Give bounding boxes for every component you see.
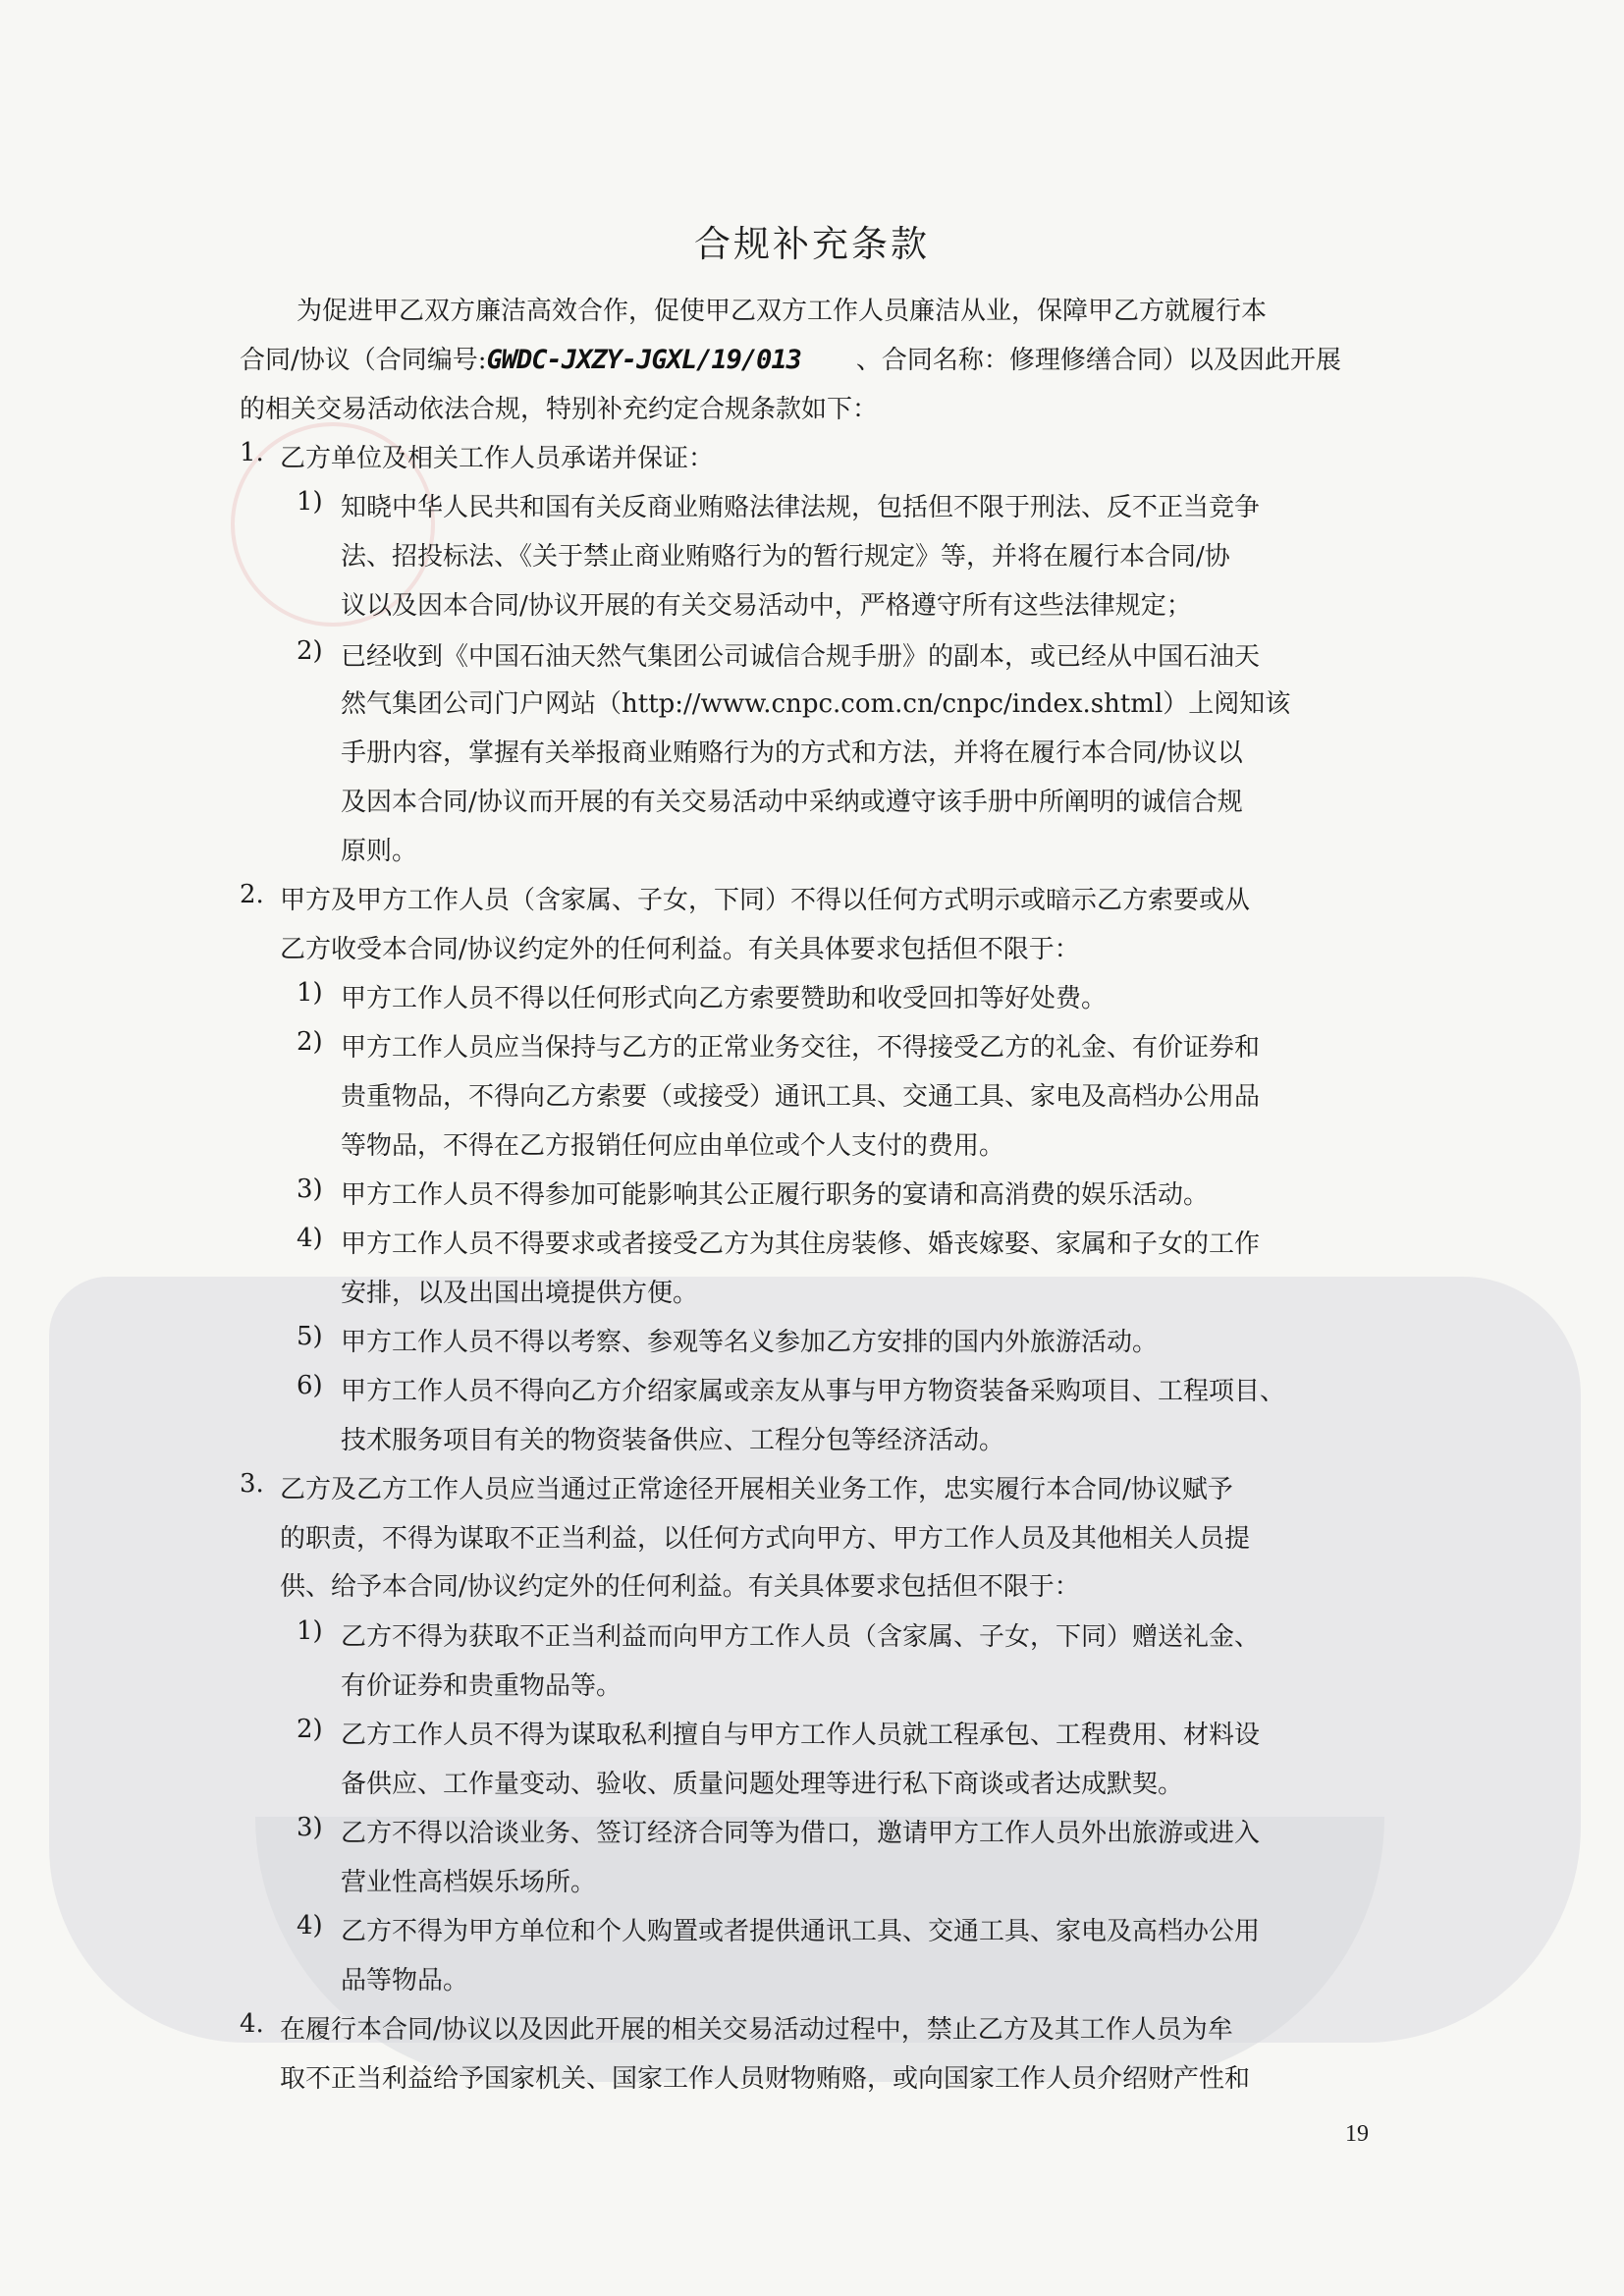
clause-3-item-4-line: 乙方不得为甲方单位和个人购置或者提供通讯工具、交通工具、家电及高档办公用 xyxy=(341,1917,1261,1946)
clause-1-number: 1. xyxy=(240,438,264,467)
intro-line-2-prefix: 合同/协议（合同编号: xyxy=(240,346,487,375)
clause-4-line: 在履行本合同/协议以及因此开展的相关交易活动过程中，禁止乙方及其工作人员为牟 xyxy=(280,2015,1233,2045)
clause-2-item-3-line: 甲方工作人员不得参加可能影响其公正履行职务的宴请和高消费的娱乐活动。 xyxy=(341,1180,1210,1210)
clause-3-item-1-line: 有价证券和贵重物品等。 xyxy=(341,1671,623,1701)
clause-1-item-2-line: 然气集团公司门户网站（http://www.cnpc.com.cn/cnpc/index.shtml）上阅知该 xyxy=(341,689,1291,719)
clause-4-line: 取不正当利益给予国家机关、国家工作人员财物贿赂，或向国家工作人员介绍财产性和 xyxy=(280,2063,1251,2094)
clause-3-item-3-line: 乙方不得以洽谈业务、签订经济合同等为借口，邀请甲方工作人员外出旅游或进入 xyxy=(341,1819,1261,1848)
clause-3-item-3-line: 营业性高档娱乐场所。 xyxy=(341,1868,597,1897)
clause-1-item-2-line: 及因本合同/协议而开展的有关交易活动中采纳或遵守该手册中所阐明的诚信合规 xyxy=(341,788,1243,817)
clause-2-item-2-number: 2) xyxy=(297,1027,323,1057)
clause-2-number: 2. xyxy=(240,880,264,909)
clause-1-item-2-line: 原则。 xyxy=(341,837,418,866)
intro-line-2-suffix: 、合同名称：修理修缮合同）以及因此开展 xyxy=(855,346,1341,375)
clause-1-item-1-line: 知晓中华人民共和国有关反商业贿赂法律法规，包括但不限于刑法、反不正当竞争 xyxy=(341,493,1261,522)
document-title: 合规补充条款 xyxy=(694,223,930,265)
intro-line-3: 的相关交易活动依法合规，特别补充约定合规条款如下： xyxy=(240,395,879,424)
clause-4-number: 4. xyxy=(240,2009,264,2039)
clause-2-item-6-line: 甲方工作人员不得向乙方介绍家属或亲友从事与甲方物资装备采购项目、工程项目、 xyxy=(341,1377,1286,1406)
clause-2-item-4-line: 甲方工作人员不得要求或者接受乙方为其住房装修、婚丧嫁娶、家属和子女的工作 xyxy=(341,1230,1261,1259)
clause-3-item-4-line: 品等物品。 xyxy=(341,1966,469,1995)
intro-line-1: 为促进甲乙双方廉洁高效合作，促使甲乙双方工作人员廉洁从业，保障甲乙方就履行本 xyxy=(297,297,1268,326)
clause-3-number: 3. xyxy=(240,1469,264,1499)
clause-1-item-2-line: 已经收到《中国石油天然气集团公司诚信合规手册》的副本，或已经从中国石油天 xyxy=(341,642,1261,672)
clause-3-item-1-line: 乙方不得为获取不正当利益而向甲方工作人员（含家属、子女，下同）赠送礼金、 xyxy=(341,1622,1261,1652)
clause-2-item-3-number: 3) xyxy=(297,1175,323,1204)
clause-1-line: 乙方单位及相关工作人员承诺并保证： xyxy=(280,444,715,473)
clause-3-line: 的职责，不得为谋取不正当利益，以任何方式向甲方、甲方工作人员及其他相关人员提 xyxy=(280,1523,1251,1554)
clause-2-line: 甲方及甲方工作人员（含家属、子女，下同）不得以任何方式明示或暗示乙方索要或从 xyxy=(280,886,1251,915)
clause-2-item-2-line: 贵重物品，不得向乙方索要（或接受）通讯工具、交通工具、家电及高档办公用品 xyxy=(341,1082,1261,1112)
clause-2-item-4-line: 安排，以及出国出境提供方便。 xyxy=(341,1279,699,1308)
clause-1-item-1-line: 议以及因本合同/协议开展的有关交易活动中，严格遵守所有这些法律规定； xyxy=(341,591,1192,621)
clause-1-item-1-line: 法、招投标法、《关于禁止商业贿赂行为的暂行规定》等，并将在履行本合同/协 xyxy=(341,542,1230,572)
clause-2-item-1-number: 1) xyxy=(297,978,323,1008)
clause-3-item-2-line: 备供应、工作量变动、验收、质量问题处理等进行私下商谈或者达成默契。 xyxy=(341,1770,1184,1799)
clause-3-item-2-number: 2) xyxy=(297,1715,323,1744)
clause-3-line: 供、给予本合同/协议约定外的任何利益。有关具体要求包括但不限于： xyxy=(280,1572,1080,1603)
clause-2-item-6-number: 6) xyxy=(297,1371,323,1400)
page-number: 19 xyxy=(1345,2121,1369,2147)
intro-line-2 xyxy=(240,340,1341,376)
clause-2-item-5-line: 甲方工作人员不得以考察、参观等名义参加乙方安排的国内外旅游活动。 xyxy=(341,1328,1159,1357)
clause-2-item-6-line: 技术服务项目有关的物资装备供应、工程分包等经济活动。 xyxy=(341,1426,1005,1455)
clause-3-line: 乙方及乙方工作人员应当通过正常途径开展相关业务工作，忠实履行本合同/协议赋予 xyxy=(280,1475,1233,1504)
clause-3-item-2-line: 乙方工作人员不得为谋取私利擅自与甲方工作人员就工程承包、工程费用、材料设 xyxy=(341,1721,1261,1750)
clause-2-item-4-number: 4) xyxy=(297,1224,323,1253)
clause-2-item-5-number: 5) xyxy=(297,1322,323,1351)
clause-2-item-2-line: 甲方工作人员应当保持与乙方的正常业务交往，不得接受乙方的礼金、有价证券和 xyxy=(341,1033,1261,1063)
clause-3-item-4-number: 4) xyxy=(297,1911,323,1941)
contract-number: GWDC-JXZY-JGXL/19/013 xyxy=(486,345,801,375)
clause-2-item-1-line: 甲方工作人员不得以任何形式向乙方索要赞助和收受回扣等好处费。 xyxy=(341,984,1108,1013)
clause-1-item-2-number: 2) xyxy=(297,636,323,666)
clause-1-item-2-line: 手册内容，掌握有关举报商业贿赂行为的方式和方法，并将在履行本合同/协议以 xyxy=(341,738,1243,768)
clause-2-line: 乙方收受本合同/协议约定外的任何利益。有关具体要求包括但不限于： xyxy=(280,934,1080,964)
clause-3-item-1-number: 1) xyxy=(297,1616,323,1646)
clause-2-item-2-line: 等物品，不得在乙方报销任何应由单位或个人支付的费用。 xyxy=(341,1131,1005,1161)
clause-1-item-1-number: 1) xyxy=(297,487,323,517)
clause-3-item-3-number: 3) xyxy=(297,1813,323,1842)
